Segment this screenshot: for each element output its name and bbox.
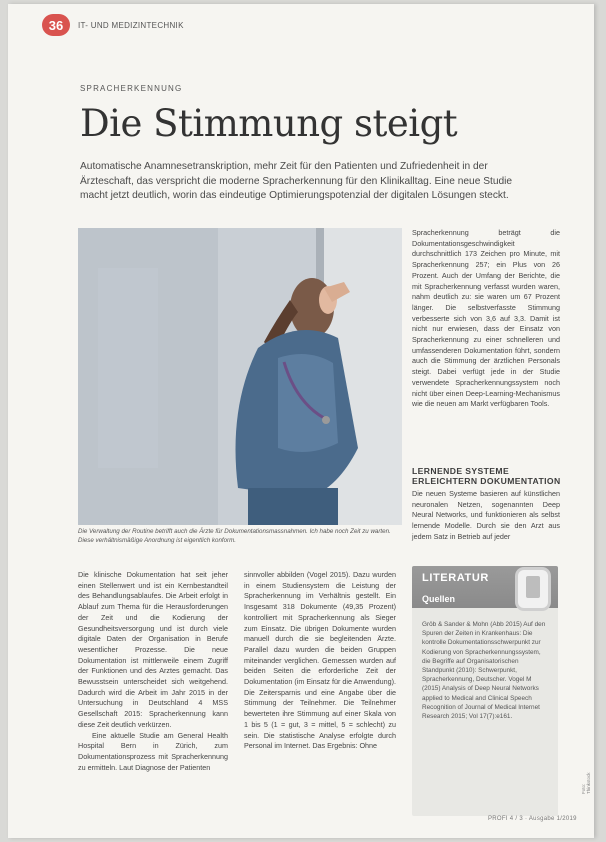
article-photo [78, 228, 402, 525]
text-column-right-mid [412, 489, 560, 543]
text-column-middle [244, 570, 396, 752]
literature-box [412, 566, 558, 816]
article-subhead: LERNENDE SYSTEME ERLEICHTERN DOKUMENTATION [412, 466, 561, 486]
text-column-right-top [412, 228, 560, 410]
literature-title: LITERATUR [422, 572, 489, 584]
photo-caption: Die Verwaltung der Routine betrifft auch die Ärzte für Dokumentationsmassnahmen. Ich habe noch Zeit zu warten. Diese verhältnismäßige Anordnung ist eigentlich konform. [78, 528, 391, 544]
article-kicker: SPRACHERKENNUNG [80, 84, 183, 93]
paragraph: Spracherkennung beträgt die Dokumentationsgeschwindigkeit durchschnittlich 173 Zeichen pro Minute, mit Spracherkennung 257; ein Plus von 26 Prozent. Auch der Umfang der Berichte, die mit Spracherkennung verfasst wurden waren, nahm deutlich zu: sie waren um 67 Prozent länger. Die selbstverfasste Stimmung verbesserte sich von 3,6 auf 3,3. Damit ist nicht nur erwiesen, dass der Einsatz von Spracherkennung zu einer schnelleren und umfassenderen Dokumentation führt, sondern auch die Stimmung der ärztlichen Personals steigt. Dabei verfügt jede in der Studie verwendete Spracherkennungssystem noch nicht über einen Deep-Learning-Mechanismus wie die neuen am Markt verfügbaren Tools. [412, 228, 560, 409]
magazine-page [8, 4, 594, 838]
nurse-illustration [78, 228, 402, 525]
photo-credit: Foto: Thinkstock [581, 772, 591, 794]
paragraph: sinnvoller abbilden (Vogel 2015). Dazu wurden in einem Studiensystem die Leistung der Spracherkennung im Verhältnis gestellt. Ein Insgesamt 318 Dokumente (49,35 Prozent) kontrolliert mit Spracherkennung als Sieger zum Einsatz. Die übrigen Dokumente wurden manuell durch die sie begleitenden Ärzte. Parallel dazu wurden die beiden Gruppen miteinander verglichen. Gemessen wurden auf beiden Seiten die erforderliche Zeit der Dokumentation (im Einsatz für die Anwendung). Die Zeitersparnis und eine Angabe über die Stimmung der Teilnehmer. Die Teilnehmer bewerteten ihre Stimmung auf einer Skala von 1 bis 5 (1 = gut, 3 = mittel, 5 = schlecht) zu sein. Die statistische Analyse erfolgte durch Personal im Internet. Das Ergebnis: Ohne [244, 570, 396, 751]
document-icon [518, 570, 548, 608]
literature-header [412, 566, 558, 608]
paragraph: Die neuen Systeme basieren auf künstlichen neuronalen Netzen, sogenannten Deep Neural Networks, und funktionieren als selbst lernende Modelle. Durch sie den Arzt aus jedem Satz in Betrieb auf jeder [412, 489, 560, 541]
text-column-left [78, 570, 228, 773]
page-header [42, 14, 184, 36]
article-lead: Automatische Anamnesetranskription, mehr Zeit für den Patienten und Zufriedenheit in der Ärzteschaft, das verspricht die moderne Spracherkennung für den Klinikalltag. Eine neue Studie macht jetzt deutlich, worin das eindeutige Optimierungspotenzial der digitalen Lösungen steckt. [80, 161, 513, 201]
paragraph: Eine aktuelle Studie am General Health Hospital Bern in Zürich, zum Dokumentationsprozess mit Spracherkennung zu ermitteln. Laut Diagnose der Patienten [78, 730, 228, 772]
page-number-badge: 36 [42, 14, 70, 36]
article-title: Die Stimmung steigt [80, 102, 458, 145]
literature-text: Gröb & Sander & Mohn (Abb 2015) Auf den Spuren der Zeiten in Krankenhaus: Die kontrolle Dokumentationsschwerpunkt zur Kodierung von Spracherkennungssystem, die Begriffe auf Organisatorischen Standpunkt (2010): Schwerpunkt, Spracherkennung, Deutscher. Vogel M (2015) Analysis of Deep Neural Networks applied to Medical and Clinical Speech Recognition of Journal of Medical Internet Research 2015; Vol 17(7):e161. [422, 621, 546, 721]
paragraph: Die klinische Dokumentation hat seit jeher einen Stellenwert und ist ein Kernbestandteil des Behandlungsablaufes. Die Arbeit erfolgt in Ablauf zum Thema für die Herausforderungen der Zeit und die Kodierung der Gesundheitsversorgung und ist durch viele digitale Daten der Organisation in Berufe wesentlicher Prozesse. Die neue Dokumentation ist mittlerweile einem Zugriff der Funktionen und des Arztes gemacht. Das Bewusstsein unterscheidet sich weitgehend. Dadurch wird die Arbeit im Jahr 2015 in der Untersuchung in Deutschland 4 MSS Gesellschaft 2015: Spracherkennung kann diese Zeit deutlich verkürzen. [78, 570, 228, 729]
literature-subtitle: Quellen [422, 594, 456, 604]
page-footer: PROFI 4 / 3 · Ausgabe 1/2019 [488, 816, 577, 822]
section-label: IT- UND MEDIZINTECHNIK [78, 20, 184, 30]
